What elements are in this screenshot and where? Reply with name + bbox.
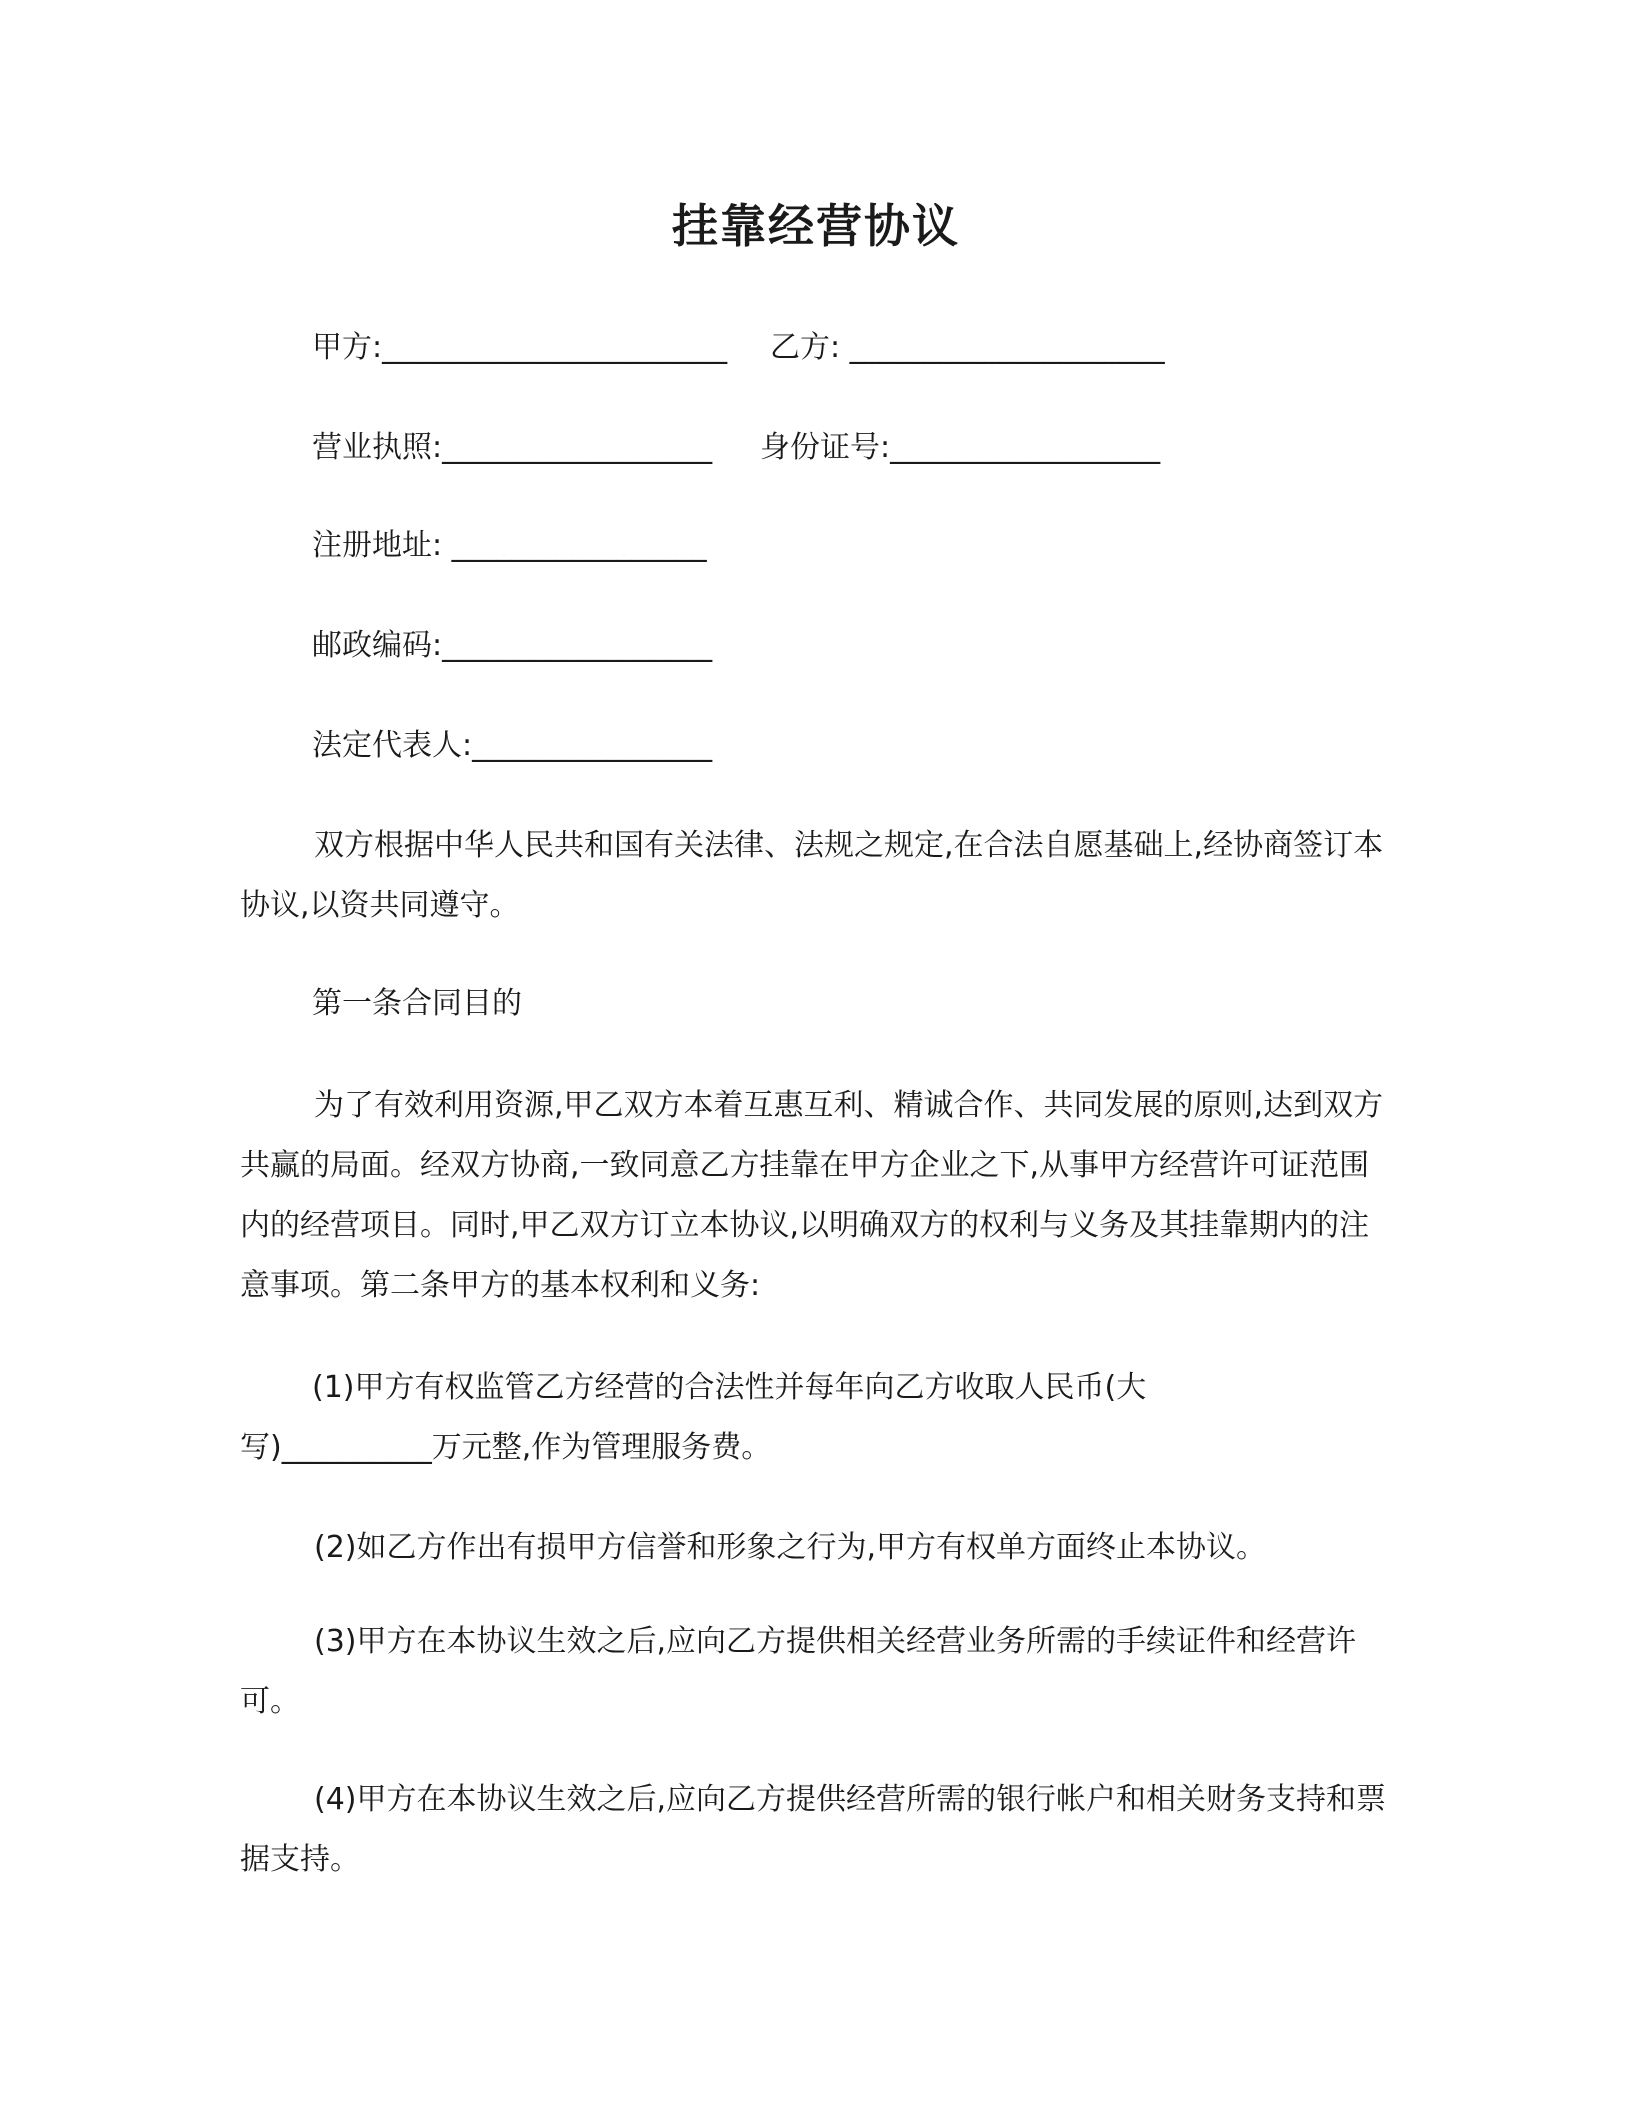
registered-address-field: 注册地址: _________________	[312, 528, 707, 563]
party-b-field: 乙方: _____________________	[770, 330, 1165, 365]
intro-paragraph: 双方根据中华人民共和国有关法律、法规之规定,在合法自愿基础上,经协商签订本协议,以资共同遵守。	[240, 828, 1384, 923]
clause-3: (3)甲方在本协议生效之后,应向乙方提供相关经营业务所需的手续证件和经营许可。	[240, 1624, 1357, 1719]
legal-representative-field: 法定代表人:________________	[312, 728, 713, 763]
article-1-body: 为了有效利用资源,甲乙双方本着互惠互利、精诚合作、共同发展的原则,达到双方共赢的局面。经双方协商,一致同意乙方挂靠在甲方企业之下,从事甲方经营许可证范围内的经营项目。同时,甲乙双方订立本协议,以明确双方的权利与义务及其挂靠期内的注意事项。第二条甲方的基本权利和义务:	[240, 1088, 1384, 1303]
business-license-field: 营业执照:__________________	[312, 430, 713, 465]
clause-1-line-2: 写)__________万元整,作为管理服务费。	[240, 1430, 772, 1465]
party-a-field: 甲方:_______________________	[312, 330, 728, 365]
id-number-field: 身份证号:__________________	[760, 430, 1161, 465]
document-title: 挂靠经营协议	[672, 199, 960, 253]
clause-2: (2)如乙方作出有损甲方信誉和形象之行为,甲方有权单方面终止本协议。	[314, 1530, 1267, 1565]
article-1-heading: 第一条合同目的	[312, 986, 522, 1021]
postal-code-field: 邮政编码:__________________	[312, 628, 713, 663]
clause-4: (4)甲方在本协议生效之后,应向乙方提供经营所需的银行帐户和相关财务支持和票据支持。	[240, 1782, 1387, 1877]
clause-1-line-1: (1)甲方有权监管乙方经营的合法性并每年向乙方收取人民币(大	[312, 1370, 1147, 1405]
